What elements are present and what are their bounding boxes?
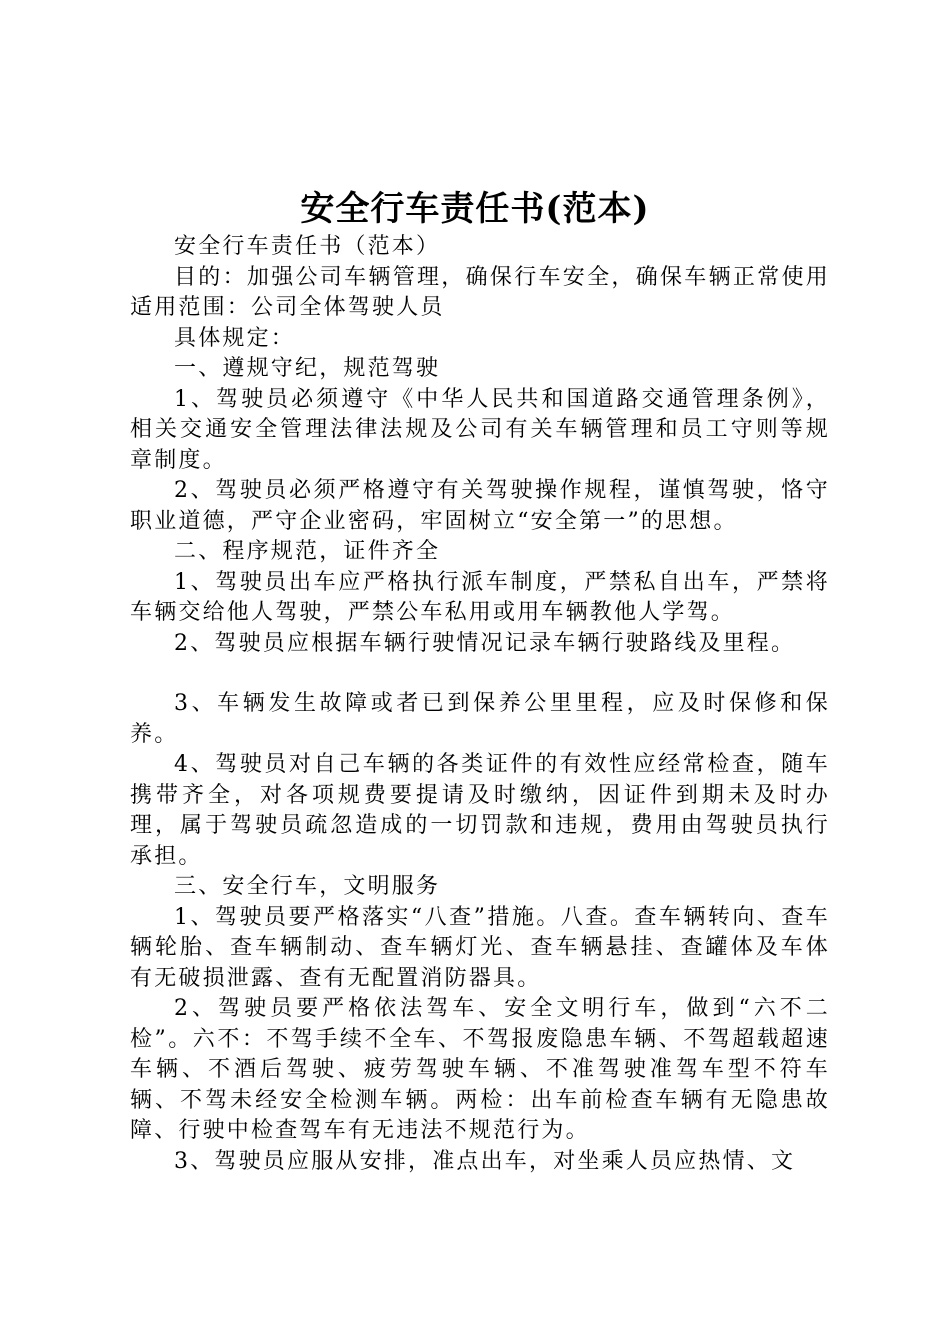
section-heading-3: 三、安全行车，文明服务 xyxy=(174,874,441,899)
paragraph-2-1: 1、驾驶员出车应严格执行派车制度，严禁私自出车，严禁将车辆交给他人驾驶，严禁公车私用或用车辆教他人学驾。 xyxy=(130,569,830,625)
paragraph-rules-heading: 具体规定： xyxy=(174,325,296,351)
paragraph-purpose: 目的：加强公司车辆管理，确保行车安全，确保车辆正常使用适用范围：公司全体驾驶人员 xyxy=(130,264,830,320)
document-title: 安全行车责任书(范本) xyxy=(300,189,650,229)
paragraph-3-1: 1、驾驶员要严格落实“八查”措施。八查。查车辆转向、查车辆轮胎、查车辆制动、查车辆灯光、查车辆悬挂、查罐体及车体有无破损泄露、查有无配置消防器具。 xyxy=(130,904,830,991)
paragraph-2-2: 2、驾驶员应根据车辆行驶情况记录车辆行驶路线及里程。 xyxy=(174,630,796,656)
paragraph-3-3: 3、驾驶员应服从安排，准点出车，对坐乘人员应热情、文 xyxy=(174,1148,796,1174)
paragraph-2-4: 4、驾驶员对自己车辆的各类证件的有效性应经常检查，随车携带齐全，对各项规费要提请及时缴纳，因证件到期未及时办理，属于驾驶员疏忽造成的一切罚款和违规，费用由驾驶员执行承担。 xyxy=(130,752,830,869)
document-body xyxy=(130,232,830,1177)
section-heading-2: 二、程序规范，证件齐全 xyxy=(174,539,441,564)
paragraph-2-3: 3、车辆发生故障或者已到保养公里里程，应及时保修和保养。 xyxy=(130,691,830,747)
paragraph-1-1: 1、驾驶员必须遵守《中华人民共和国道路交通管理条例》，相关交通安全管理法律法规及公司有关车辆管理和员工守则等规章制度。 xyxy=(130,386,830,473)
section-heading-1: 一、遵规守纪，规范驾驶 xyxy=(174,356,441,381)
paragraph-3-2: 2、驾驶员要严格依法驾车、安全文明行车，做到“六不二检”。六不：不驾手续不全车、不驾报废隐患车辆、不驾超载超速车辆、不酒后驾驶、疲劳驾驶车辆、不准驾驶准驾车型不符车辆、不驾未经安全检测车辆。两检：出车前检查车辆有无隐患故障、行驶中检查驾车有无违法不规范行为。 xyxy=(130,996,830,1143)
paragraph-1-2: 2、驾驶员必须严格遵守有关驾驶操作规程，谨慎驾驶，恪守职业道德，严守企业密码，牢固树立“安全第一”的思想。 xyxy=(130,478,830,534)
paragraph-subtitle: 安全行车责任书（范本） xyxy=(174,234,441,259)
